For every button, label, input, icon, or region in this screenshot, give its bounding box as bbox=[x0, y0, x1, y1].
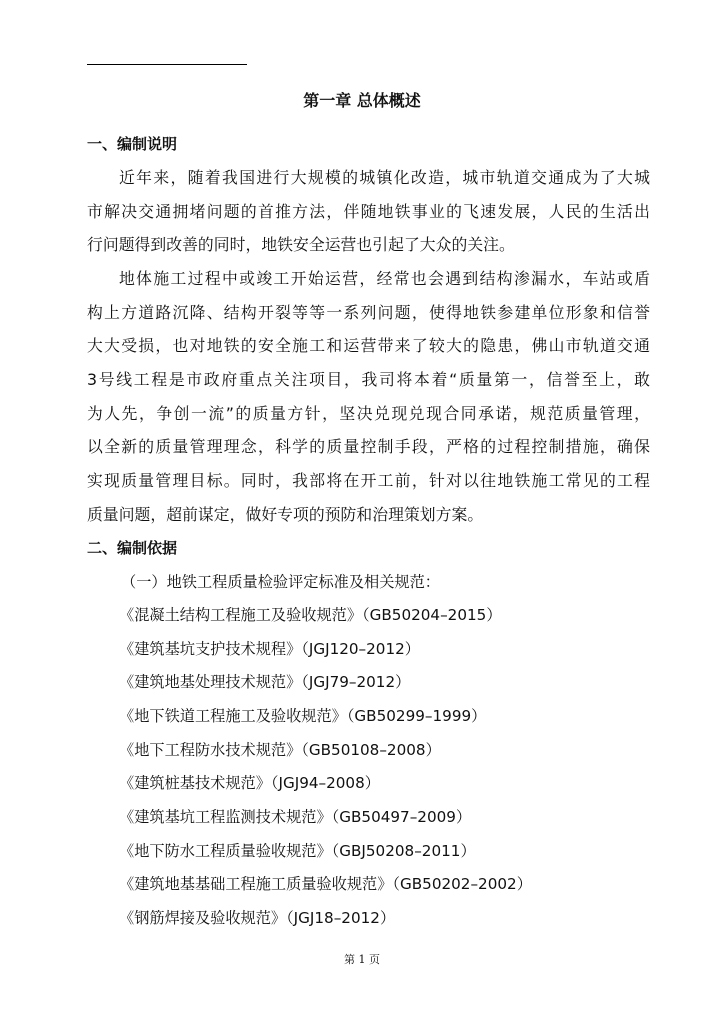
section-heading-compilation-basis: 二、编制依据 bbox=[87, 539, 178, 557]
paragraph-line: 3号线工程是市政府重点关注项目，我司将本着“质量第一，信誉至上，敢 bbox=[87, 370, 650, 389]
paragraph-line: 地体施工过程中或竣工开始运营，经常也会遇到结构渗漏水，车站或盾 bbox=[119, 269, 650, 288]
reference-item: 《建筑基坑支护技术规程》（JGJ120–2012） bbox=[119, 640, 420, 658]
reference-item: 《建筑地基处理技术规范》（JGJ79–2012） bbox=[119, 673, 411, 691]
subheading-standards: （一）地铁工程质量检验评定标准及相关规范： bbox=[121, 573, 440, 591]
page-number: 第 1 页 bbox=[344, 953, 380, 966]
reference-item: 《建筑桩基技术规范》（JGJ94–2008） bbox=[119, 774, 380, 792]
reference-item: 《地下工程防水技术规范》（GB50108–2008） bbox=[119, 741, 441, 759]
paragraph-line: 大大受损，也对地铁的安全施工和运营带来了较大的隐患，佛山市轨道交通 bbox=[87, 336, 650, 355]
reference-item: 《建筑地基基础工程施工质量验收规范》（GB50202–2002） bbox=[119, 875, 532, 893]
paragraph-line: 行问题得到改善的同时，地铁安全运营也引起了大众的关注。 bbox=[87, 235, 515, 254]
paragraph-line: 实现质量管理目标。同时，我部将在开工前，针对以往地铁施工常见的工程 bbox=[87, 471, 650, 490]
paragraph-line: 质量问题，超前谋定，做好专项的预防和治理策划方案。 bbox=[87, 505, 484, 524]
paragraph-line: 为人先，争创一流”的质量方针，坚决兑现兑现合同承诺，规范质量管理， bbox=[87, 404, 650, 423]
reference-item: 《地下铁道工程施工及验收规范》（GB50299–1999） bbox=[119, 707, 487, 725]
paragraph-line: 近年来，随着我国进行大规模的城镇化改造，城市轨道交通成为了大城 bbox=[119, 168, 650, 187]
paragraph-line: 以全新的质量管理理念，科学的质量控制手段，严格的过程控制措施，确保 bbox=[87, 437, 650, 456]
reference-item: 《建筑基坑工程监测技术规范》（GB50497–2009） bbox=[119, 808, 472, 826]
reference-item: 《钢筋焊接及验收规范》（JGJ18–2012） bbox=[119, 909, 396, 927]
paragraph-line: 市解决交通拥堵问题的首推方法，伴随地铁事业的飞速发展，人民的生活出 bbox=[87, 202, 650, 221]
section-heading-compilation-notes: 一、编制说明 bbox=[87, 135, 178, 153]
reference-item: 《混凝土结构工程施工及验收规范》（GB50204–2015） bbox=[119, 606, 502, 624]
header-rule bbox=[87, 64, 247, 65]
paragraph-line: 构上方道路沉降、结构开裂等等一系列问题，使得地铁参建单位形象和信誉 bbox=[87, 303, 650, 322]
chapter-title: 第一章 总体概述 bbox=[303, 91, 421, 110]
reference-item: 《地下防水工程质量验收规范》（GBJ50208–2011） bbox=[119, 842, 476, 860]
